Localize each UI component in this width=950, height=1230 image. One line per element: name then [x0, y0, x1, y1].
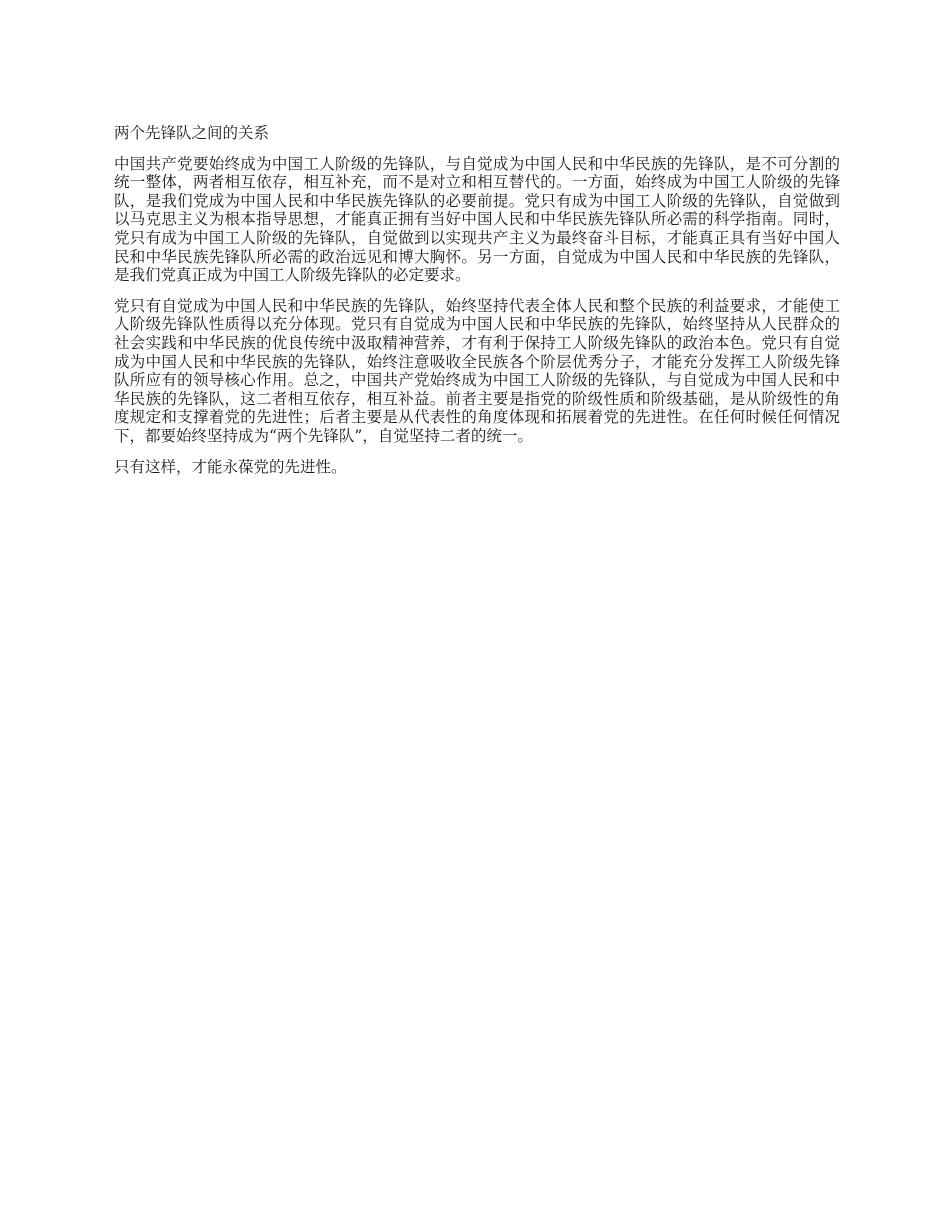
- paragraph-2: 党只有自觉成为中国人民和中华民族的先锋队，始终坚持代表全体人民和整个民族的利益要求，才能使工人阶级先锋队性质得以充分体现。党只有自觉成为中国人民和中华民族的先锋队，始终坚持从人民群众的社会实践和中华民族的优良传统中汲取精神营养，才有利于保持工人阶级先锋队的政治本色。党只有自觉成为中国人民和中华民族的先锋队，始终注意吸收全民族各个阶层优秀分子，才能充分发挥工人阶级先锋队所应有的领导核心作用。总之，中国共产党始终成为中国工人阶级的先锋队，与自觉成为中国人民和中华民族的先锋队，这二者相互依存，相互补益。前者主要是指党的阶级性质和阶级基础，是从阶级性的角度规定和支撑着党的先进性；后者主要是从代表性的角度体现和拓展着党的先进性。在任何时候任何情况下，都要始终坚持成为“两个先锋队”，自觉坚持二者的统一。: [114, 296, 840, 445]
- paragraph-3: 只有这样，才能永葆党的先进性。: [114, 457, 347, 476]
- paragraph-1: 中国共产党要始终成为中国工人阶级的先锋队，与自觉成为中国人民和中华民族的先锋队，是不可分割的统一整体，两者相互依存，相互补充，而不是对立和相互替代的。一方面，始终成为中国工人阶级的先锋队，是我们党成为中国人民和中华民族先锋队的必要前提。党只有成为中国工人阶级的先锋队，自觉做到以马克思主义为根本指导思想，才能真正拥有当好中国人民和中华民族先锋队所必需的科学指南。同时，党只有成为中国工人阶级的先锋队，自觉做到以实现共产主义为最终奋斗目标，才能真正具有当好中国人民和中华民族先锋队所必需的政治远见和博大胸怀。另一方面，自觉成为中国人民和中华民族的先锋队，是我们党真正成为中国工人阶级先锋队的必定要求。: [114, 154, 840, 285]
- document-title: 两个先锋队之间的关系: [114, 124, 270, 142]
- document-page: [114, 124, 840, 488]
